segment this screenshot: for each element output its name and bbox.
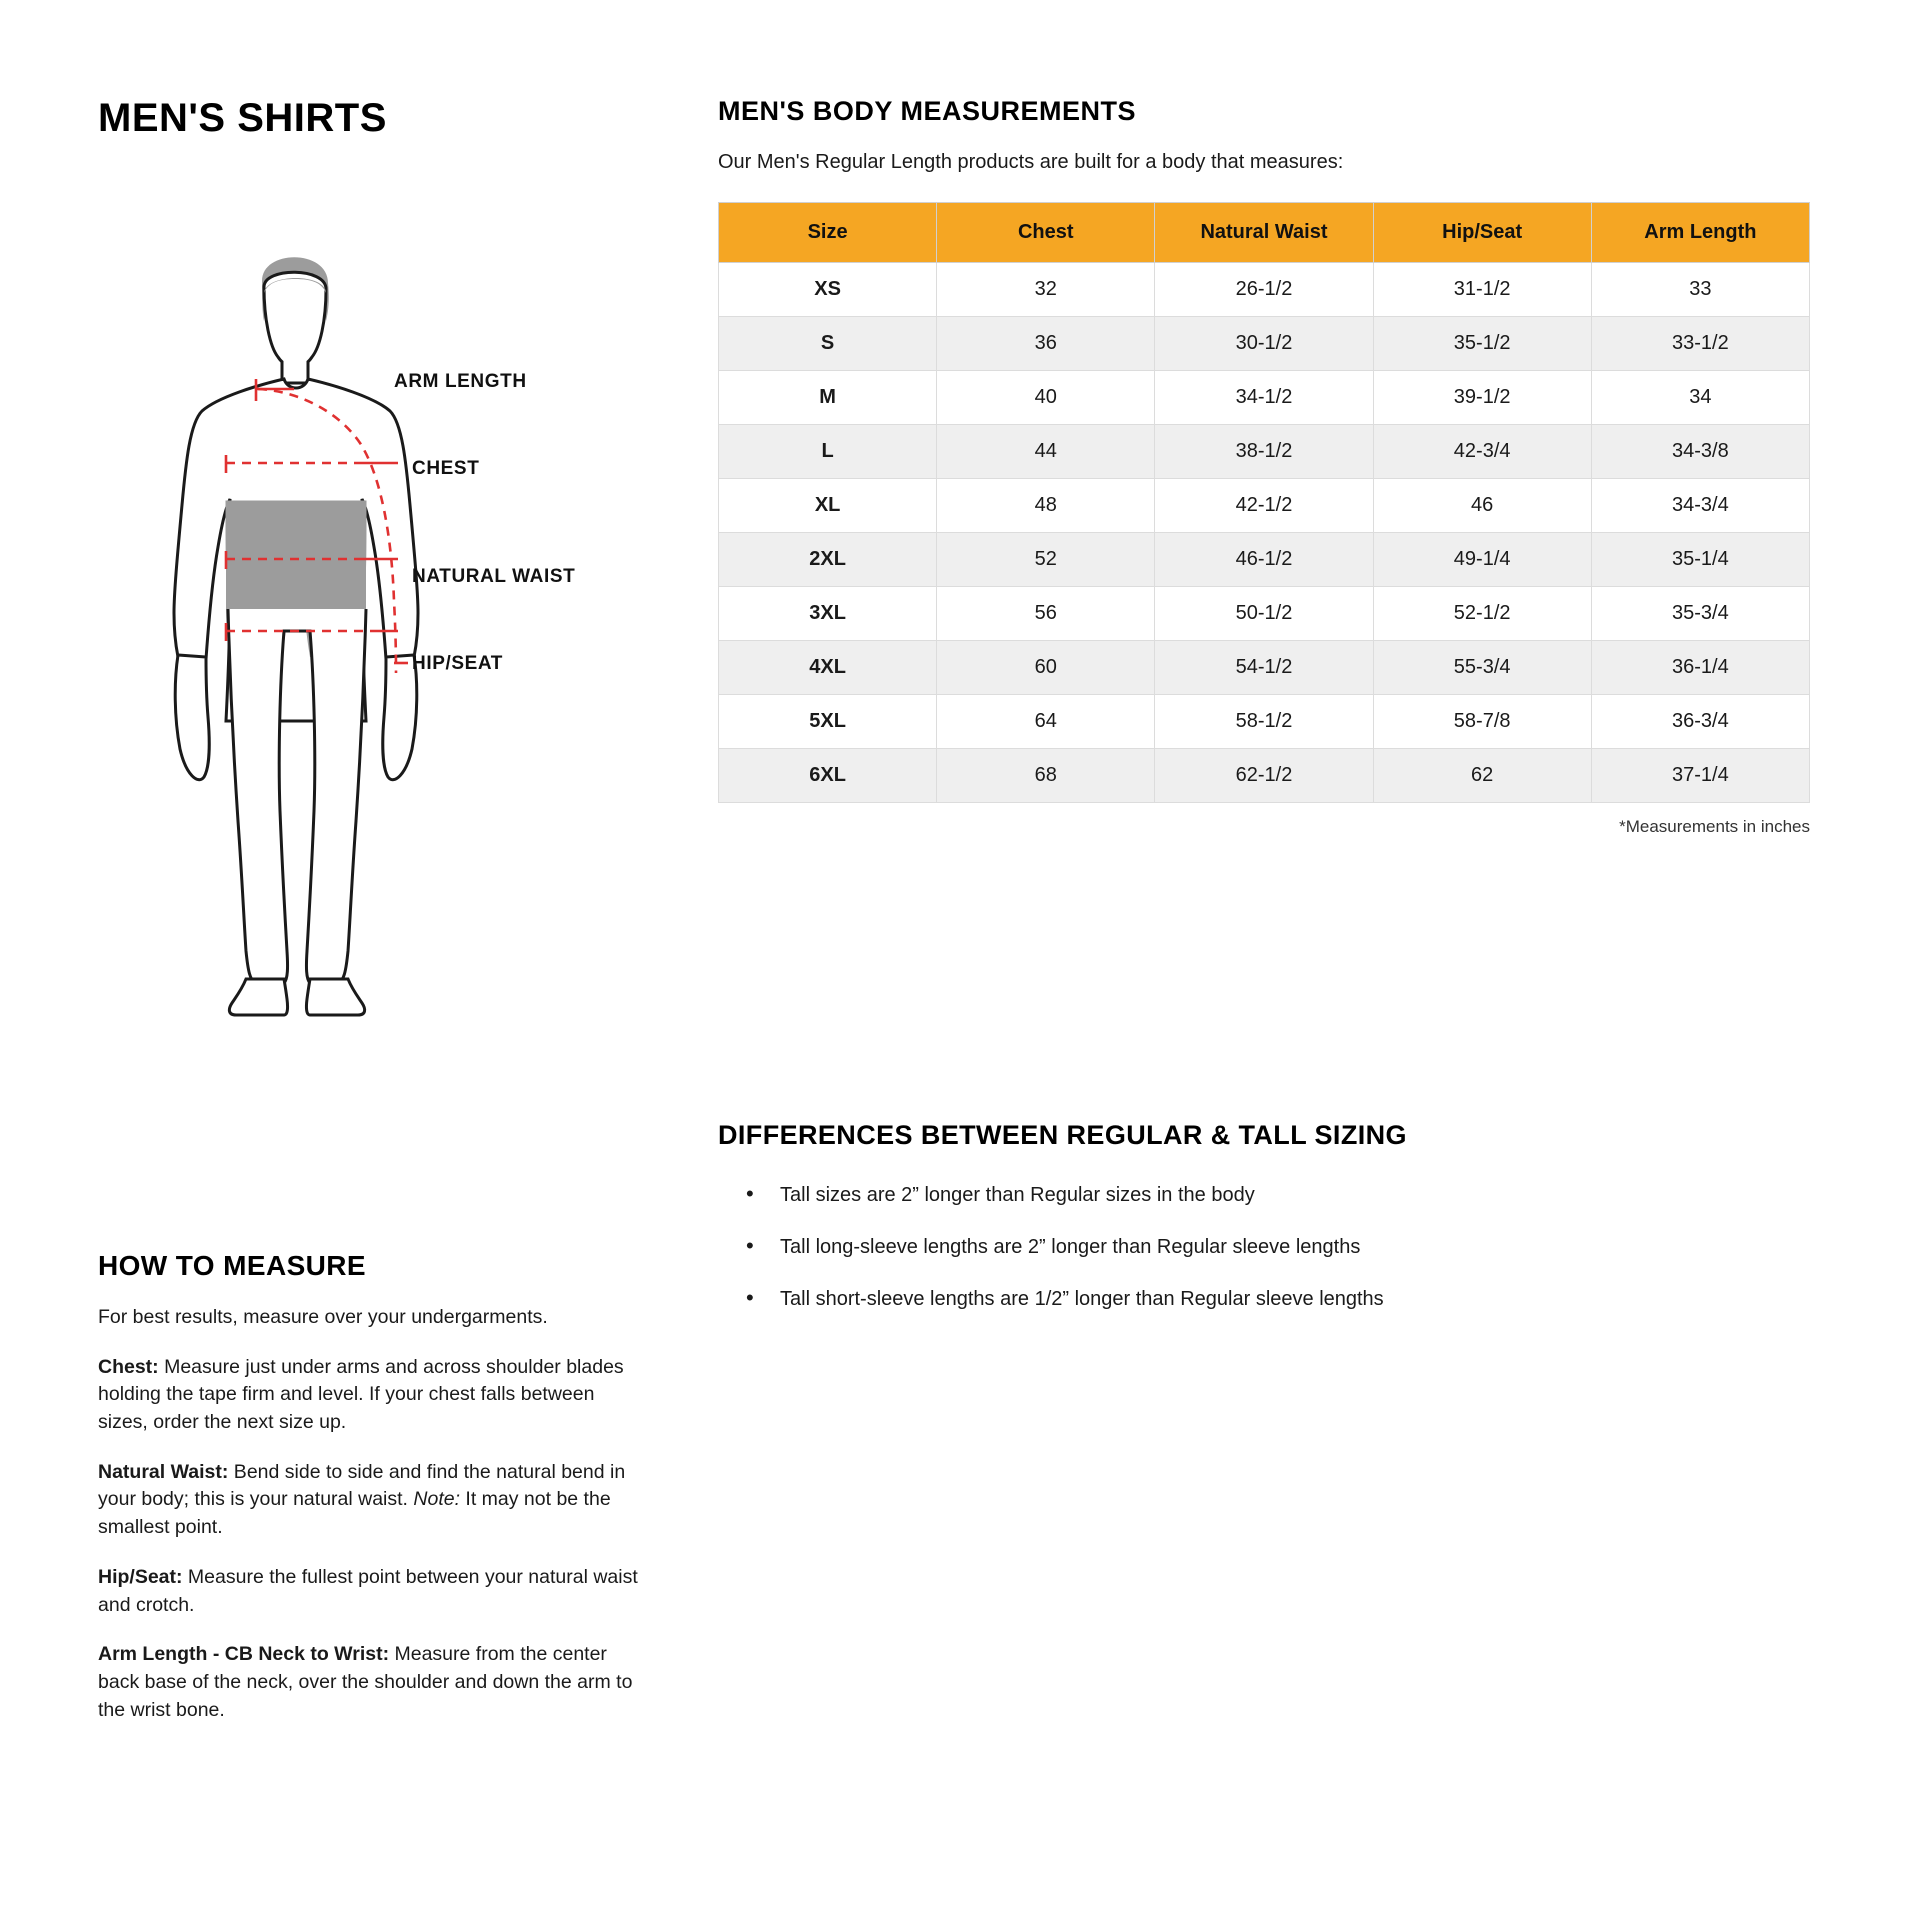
figure-label-hip-seat: HIP/SEAT	[412, 653, 504, 674]
size-measurements-table	[718, 202, 1810, 803]
cell-chest: 40	[937, 371, 1155, 425]
list-item: • Tall short-sleeve lengths are 1/2” longer than Regular sleeve lengths	[746, 1285, 1828, 1313]
column-header-size: Size	[719, 203, 937, 263]
how-to-measure-section	[98, 1250, 638, 1746]
cell-chest: 64	[937, 695, 1155, 749]
left-column	[98, 96, 658, 1161]
table-row	[719, 371, 1810, 425]
cell-size: XL	[719, 479, 937, 533]
cell-chest: 56	[937, 587, 1155, 641]
cell-arm-length: 35-3/4	[1591, 587, 1809, 641]
cell-chest: 68	[937, 749, 1155, 803]
cell-hip-seat: 62	[1373, 749, 1591, 803]
table-row	[719, 317, 1810, 371]
differences-list	[718, 1181, 1828, 1313]
regular-tall-differences-section	[718, 1120, 1828, 1337]
table-header-row	[719, 203, 1810, 263]
how-to-waist-note-text: It may not be the smallest point.	[98, 1488, 611, 1539]
cell-hip-seat: 46	[1373, 479, 1591, 533]
cell-natural-waist: 54-1/2	[1155, 641, 1373, 695]
cell-natural-waist: 46-1/2	[1155, 533, 1373, 587]
cell-size: S	[719, 317, 937, 371]
how-to-arm-text: Measure from the center back base of the neck, over the shoulder and down the arm to the wrist bone.	[98, 1643, 633, 1721]
body-measurements-title: MEN'S BODY MEASUREMENTS	[718, 96, 1136, 126]
cell-hip-seat: 55-3/4	[1373, 641, 1591, 695]
column-header-natural-waist: Natural Waist	[1155, 203, 1373, 263]
cell-size: 6XL	[719, 749, 937, 803]
cell-arm-length: 34-3/4	[1591, 479, 1809, 533]
cell-size: L	[719, 425, 937, 479]
table-row	[719, 263, 1810, 317]
how-to-chest	[98, 1354, 638, 1437]
cell-arm-length: 36-1/4	[1591, 641, 1809, 695]
cell-natural-waist: 58-1/2	[1155, 695, 1373, 749]
list-item: • Tall long-sleeve lengths are 2” longer than Regular sleeve lengths	[746, 1233, 1828, 1261]
cell-arm-length: 33-1/2	[1591, 317, 1809, 371]
how-to-natural-waist	[98, 1459, 638, 1542]
cell-natural-waist: 26-1/2	[1155, 263, 1373, 317]
list-item: • Tall sizes are 2” longer than Regular sizes in the body	[746, 1181, 1828, 1209]
cell-hip-seat: 35-1/2	[1373, 317, 1591, 371]
column-header-chest: Chest	[937, 203, 1155, 263]
figure-label-chest: CHEST	[412, 458, 480, 479]
cell-hip-seat: 58-7/8	[1373, 695, 1591, 749]
cell-natural-waist: 50-1/2	[1155, 587, 1373, 641]
column-header-hip-seat: Hip/Seat	[1373, 203, 1591, 263]
measurement-figure	[98, 161, 658, 1161]
how-to-measure-title: HOW TO MEASURE	[98, 1250, 366, 1281]
how-to-arm-label: Arm Length - CB Neck to Wrist:	[98, 1643, 390, 1666]
cell-chest: 60	[937, 641, 1155, 695]
how-to-arm-length	[98, 1641, 638, 1724]
cell-size: M	[719, 371, 937, 425]
cell-arm-length: 37-1/4	[1591, 749, 1809, 803]
cell-size: XS	[719, 263, 937, 317]
cell-hip-seat: 42-3/4	[1373, 425, 1591, 479]
how-to-waist-text: Bend side to side and find the natural bend in your body; this is your natural waist.	[98, 1460, 626, 1511]
cell-natural-waist: 34-1/2	[1155, 371, 1373, 425]
cell-chest: 32	[937, 263, 1155, 317]
measurements-footnote: *Measurements in inches	[1619, 817, 1810, 836]
table-row	[719, 479, 1810, 533]
cell-arm-length: 34	[1591, 371, 1809, 425]
cell-hip-seat: 52-1/2	[1373, 587, 1591, 641]
figure-label-natural-waist: NATURAL WAIST	[412, 566, 576, 587]
body-diagram-svg	[98, 161, 658, 1161]
cell-chest: 36	[937, 317, 1155, 371]
cell-size: 3XL	[719, 587, 937, 641]
cell-hip-seat: 31-1/2	[1373, 263, 1591, 317]
how-to-intro: For best results, measure over your undergarments.	[98, 1306, 548, 1328]
table-row	[719, 641, 1810, 695]
cell-arm-length: 35-1/4	[1591, 533, 1809, 587]
differences-title: DIFFERENCES BETWEEN REGULAR & TALL SIZING	[718, 1120, 1407, 1150]
how-to-hip-seat	[98, 1564, 638, 1619]
table-body	[719, 263, 1810, 803]
cell-chest: 52	[937, 533, 1155, 587]
cell-arm-length: 34-3/8	[1591, 425, 1809, 479]
table-row	[719, 587, 1810, 641]
cell-natural-waist: 42-1/2	[1155, 479, 1373, 533]
cell-size: 5XL	[719, 695, 937, 749]
how-to-chest-text: Measure just under arms and across shoulder blades holding the tape firm and level. If your chest falls between sizes, order the next size up.	[98, 1355, 624, 1434]
cell-chest: 44	[937, 425, 1155, 479]
cell-chest: 48	[937, 479, 1155, 533]
cell-size: 2XL	[719, 533, 937, 587]
cell-hip-seat: 49-1/4	[1373, 533, 1591, 587]
table-row	[719, 695, 1810, 749]
how-to-hip-text: Measure the fullest point between your natural waist and crotch.	[98, 1565, 638, 1616]
cell-arm-length: 33	[1591, 263, 1809, 317]
column-header-arm-length: Arm Length	[1591, 203, 1809, 263]
right-column	[718, 96, 1828, 837]
how-to-hip-label: Hip/Seat:	[98, 1565, 183, 1588]
how-to-waist-label: Natural Waist:	[98, 1460, 229, 1483]
cell-arm-length: 36-3/4	[1591, 695, 1809, 749]
table-row	[719, 533, 1810, 587]
cell-natural-waist: 38-1/2	[1155, 425, 1373, 479]
cell-natural-waist: 30-1/2	[1155, 317, 1373, 371]
cell-size: 4XL	[719, 641, 937, 695]
body-measurements-intro: Our Men's Regular Length products are built for a body that measures:	[718, 151, 1344, 173]
table-row	[719, 749, 1810, 803]
table-row	[719, 425, 1810, 479]
how-to-chest-label: Chest:	[98, 1355, 159, 1378]
how-to-waist-note-label: Note:	[413, 1488, 460, 1511]
cell-natural-waist: 62-1/2	[1155, 749, 1373, 803]
cell-hip-seat: 39-1/2	[1373, 371, 1591, 425]
figure-label-arm-length: ARM LENGTH	[394, 371, 527, 392]
page-title: MEN'S SHIRTS	[98, 96, 387, 140]
